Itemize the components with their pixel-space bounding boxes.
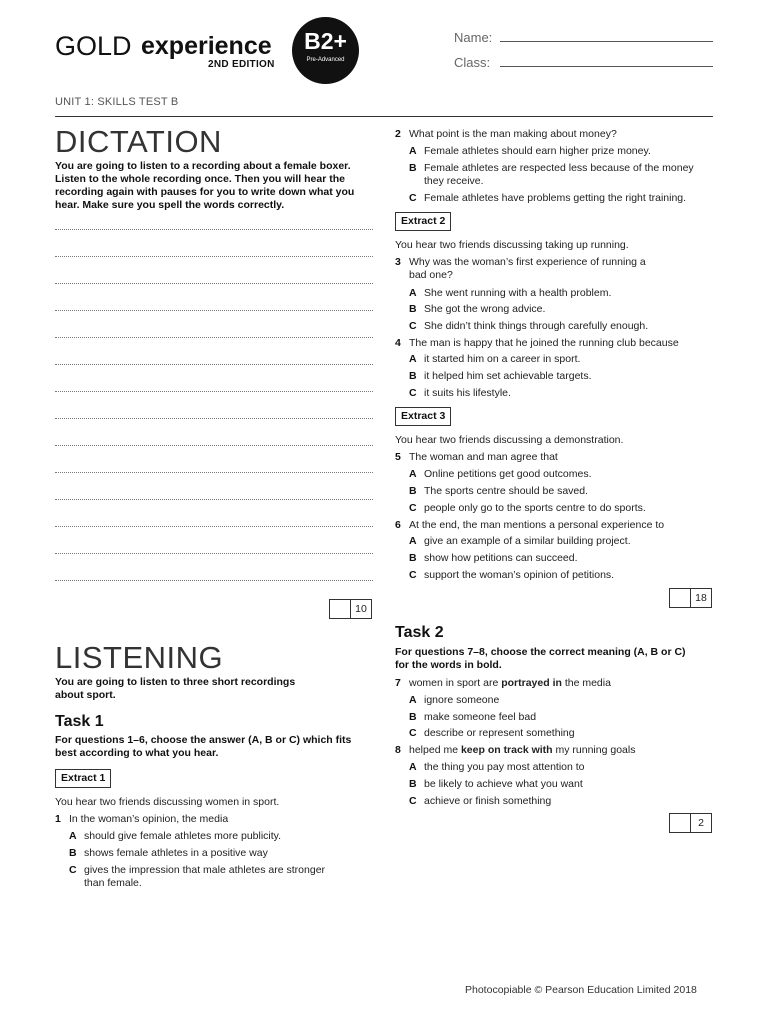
- q4-option-a-letter[interactable]: A: [409, 353, 417, 365]
- q8-option-a-letter[interactable]: A: [409, 761, 417, 773]
- q2-option-b-line-2[interactable]: they receive.: [424, 175, 484, 187]
- q4-option-c-letter[interactable]: C: [409, 387, 417, 399]
- task2-score-box[interactable]: [669, 813, 712, 833]
- q7-option-c-letter[interactable]: C: [409, 727, 417, 739]
- q7-number: 7: [395, 677, 401, 689]
- writing-line[interactable]: [55, 256, 373, 257]
- q6-text: At the end, the man mentions a personal experience to: [409, 519, 665, 531]
- q8-option-a[interactable]: the thing you pay most attention to: [424, 761, 585, 773]
- q2-text: What point is the man making about money?: [409, 128, 617, 140]
- dictation-title: DICTATION: [55, 124, 222, 159]
- q7-text: [409, 677, 611, 690]
- writing-line[interactable]: [55, 283, 373, 284]
- writing-line[interactable]: [55, 526, 373, 527]
- dictation-instruction-line-3: recording again with pauses for you to write down what you: [55, 186, 355, 198]
- q8-option-c-letter[interactable]: C: [409, 795, 417, 807]
- q2-option-a[interactable]: Female athletes should earn higher prize money.: [424, 145, 651, 157]
- logo-gold: GOLD: [55, 31, 132, 61]
- q4-text: The man is happy that he joined the running club because: [409, 337, 679, 349]
- task1-score-total: 18: [695, 592, 707, 604]
- q6-option-b-letter[interactable]: B: [409, 552, 417, 564]
- dictation-instruction-line-4: hear. Make sure you spell the words correctly.: [55, 199, 285, 211]
- q7-option-b[interactable]: make someone feel bad: [424, 711, 537, 723]
- writing-line[interactable]: [55, 553, 373, 554]
- dictation-score-total: 10: [355, 603, 367, 615]
- q6-option-a-letter[interactable]: A: [409, 535, 417, 547]
- writing-line[interactable]: [55, 391, 373, 392]
- name-label: Name:: [454, 30, 493, 45]
- q4-option-b[interactable]: it helped him set achievable targets.: [424, 370, 592, 382]
- q3-text-line-2: bad one?: [409, 269, 453, 281]
- logo-experience: experience: [141, 32, 272, 60]
- q7-text-pre: women in sport are: [409, 677, 499, 689]
- q6-option-b[interactable]: show how petitions can succeed.: [424, 552, 578, 564]
- q2-option-c[interactable]: Female athletes have problems getting the right training.: [424, 192, 687, 204]
- q7-option-b-letter[interactable]: B: [409, 711, 417, 723]
- extract3-intro: You hear two friends discussing a demonstration.: [395, 434, 624, 446]
- writing-line[interactable]: [55, 445, 373, 446]
- q8-option-b[interactable]: be likely to achieve what you want: [424, 778, 583, 790]
- q5-option-a[interactable]: Online petitions get good outcomes.: [424, 468, 592, 480]
- header-divider: [55, 116, 713, 117]
- q7-text-post: the media: [564, 677, 611, 689]
- task2-instruction-line-1: For questions 7–8, choose the correct meaning (A, B or C): [395, 646, 686, 658]
- extract1-intro: You hear two friends discussing women in sport.: [55, 796, 280, 808]
- q3-option-c[interactable]: She didn’t think things through carefully enough.: [424, 320, 649, 332]
- q1-option-c-line-2[interactable]: than female.: [84, 877, 142, 889]
- q6-option-a[interactable]: give an example of a similar building project.: [424, 535, 631, 547]
- q1-option-b[interactable]: shows female athletes in a positive way: [84, 847, 268, 859]
- q7-option-c[interactable]: describe or represent something: [424, 727, 575, 739]
- listening-title: LISTENING: [55, 640, 224, 675]
- q3-option-b[interactable]: She got the wrong advice.: [424, 303, 546, 315]
- q5-option-c[interactable]: people only go to the sports centre to do sports.: [424, 502, 646, 514]
- q8-text: [409, 744, 635, 757]
- class-field[interactable]: [500, 66, 713, 67]
- extract2-intro: You hear two friends discussing taking up running.: [395, 239, 629, 251]
- q3-number: 3: [395, 256, 401, 268]
- writing-line[interactable]: [55, 472, 373, 473]
- dictation-instruction-line-2: Listen to the whole recording once. Then you will hear the: [55, 173, 345, 185]
- q2-option-c-letter[interactable]: C: [409, 192, 417, 204]
- q1-option-c-letter[interactable]: C: [69, 864, 77, 876]
- badge-subtitle: Pre-Advanced: [306, 57, 345, 63]
- q3-option-a-letter[interactable]: A: [409, 287, 417, 299]
- q7-target-phrase: portrayed in: [501, 677, 562, 689]
- writing-line[interactable]: [55, 580, 373, 581]
- q3-option-b-letter[interactable]: B: [409, 303, 417, 315]
- q6-option-c[interactable]: support the woman’s opinion of petitions.: [424, 569, 615, 581]
- q2-option-b-letter[interactable]: B: [409, 162, 417, 174]
- q1-option-c-line-1[interactable]: gives the impression that male athletes are stronger: [84, 864, 326, 876]
- task1-instruction-line-2: best according to what you hear.: [55, 747, 219, 759]
- q3-option-a[interactable]: She went running with a health problem.: [424, 287, 612, 299]
- q6-number: 6: [395, 519, 401, 531]
- q6-option-c-letter[interactable]: C: [409, 569, 417, 581]
- q8-option-b-letter[interactable]: B: [409, 778, 417, 790]
- q8-option-c[interactable]: achieve or finish something: [424, 795, 552, 807]
- task1-score-box[interactable]: [669, 588, 712, 608]
- q7-option-a-letter[interactable]: A: [409, 694, 417, 706]
- class-label: Class:: [454, 55, 491, 70]
- q1-option-a-letter[interactable]: A: [69, 830, 77, 842]
- listening-instruction-line-1: You are going to listen to three short recordings: [55, 676, 296, 688]
- q4-option-a[interactable]: it started him on a career in sport.: [424, 353, 581, 365]
- task1-title: Task 1: [55, 713, 104, 730]
- q1-number: 1: [55, 813, 61, 825]
- level-badge: [292, 17, 359, 84]
- q3-text-line-1: Why was the woman’s first experience of running a: [409, 256, 646, 268]
- q8-number: 8: [395, 744, 401, 756]
- dictation-instruction-line-1: You are going to listen to a recording about a female boxer.: [55, 160, 351, 172]
- q4-option-b-letter[interactable]: B: [409, 370, 417, 382]
- name-field[interactable]: [500, 41, 713, 42]
- q2-option-a-letter[interactable]: A: [409, 145, 417, 157]
- q1-option-b-letter[interactable]: B: [69, 847, 77, 859]
- writing-line[interactable]: [55, 418, 373, 419]
- copyright-footer: Photocopiable © Pearson Education Limited 2018: [465, 984, 697, 996]
- q1-option-a[interactable]: should give female athletes more publicity.: [84, 830, 282, 842]
- q5-text: The woman and man agree that: [409, 451, 558, 463]
- q1-text: In the woman’s opinion, the media: [69, 813, 229, 825]
- q2-number: 2: [395, 128, 401, 140]
- dictation-score-box[interactable]: [329, 599, 372, 619]
- q8-text-post: my running goals: [555, 744, 636, 756]
- task2-title: Task 2: [395, 624, 444, 641]
- q5-option-a-letter[interactable]: A: [409, 468, 417, 480]
- logo-edition: 2ND EDITION: [208, 59, 275, 70]
- q8-target-phrase: keep on track with: [460, 744, 553, 756]
- q4-option-c[interactable]: it suits his lifestyle.: [424, 387, 511, 399]
- q4-number: 4: [395, 337, 401, 349]
- q7-option-a[interactable]: ignore someone: [424, 694, 500, 706]
- q5-option-b-letter[interactable]: B: [409, 485, 417, 497]
- unit-heading: UNIT 1: SKILLS TEST B: [55, 96, 179, 108]
- task1-instruction-line-1: For questions 1–6, choose the answer (A, B or C) which fits: [55, 734, 352, 746]
- task2-score-total: 2: [698, 817, 704, 829]
- extract3-label: Extract 3: [395, 407, 451, 426]
- q3-option-c-letter[interactable]: C: [409, 320, 417, 332]
- q2-option-b-line-1[interactable]: Female athletes are respected less because of the money: [424, 162, 694, 174]
- writing-line[interactable]: [55, 337, 373, 338]
- q5-option-b[interactable]: The sports centre should be saved.: [424, 485, 589, 497]
- listening-instruction-line-2: about sport.: [55, 689, 116, 701]
- q5-option-c-letter[interactable]: C: [409, 502, 417, 514]
- writing-line[interactable]: [55, 499, 373, 500]
- q8-text-pre: helped me: [409, 744, 459, 756]
- badge-level: B2+: [304, 28, 347, 54]
- writing-line[interactable]: [55, 310, 373, 311]
- writing-line[interactable]: [55, 229, 373, 230]
- extract1-label: Extract 1: [55, 769, 111, 788]
- writing-line[interactable]: [55, 364, 373, 365]
- extract2-label: Extract 2: [395, 212, 451, 231]
- task2-instruction-line-2: for the words in bold.: [395, 659, 502, 671]
- q5-number: 5: [395, 451, 401, 463]
